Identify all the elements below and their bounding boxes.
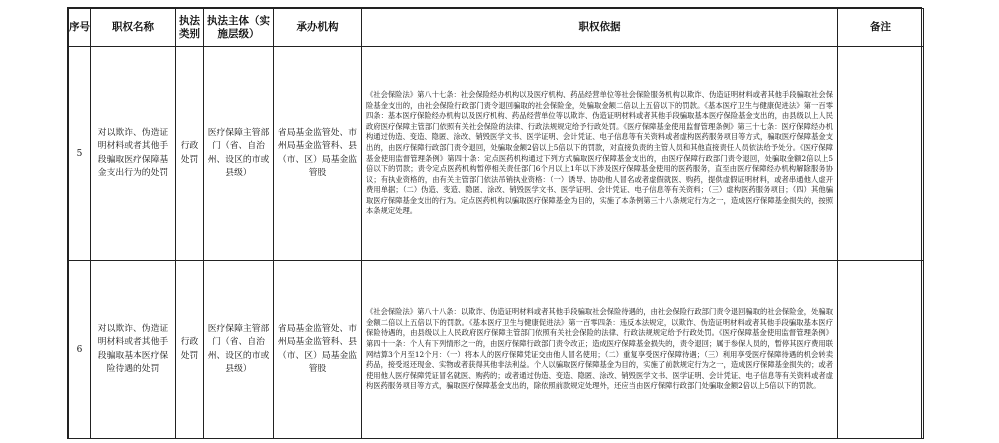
row-basis: 《社会保险法》第八十七条：社会保险经办机构以及医疗机构、药品经营单位等社会保险服务机构以欺诈、伪造证明材料或者其他手段骗取社会保险基金支出的，由社会保险行政部门责令退回骗取的社会保险金，处骗取金额二倍以上五倍以下的罚款。《基本医疗卫生与健康促进法》第一百零四条：基本医疗保险经办机构以及医疗机构、药品经营单位等以欺诈、伪造证明材料或者其他手段骗取基本医疗保险基金支出的，由县级以上人民政府医疗保障主管部门依照有关社会保险的法律、行政法规规定给予行政处罚。《医疗保障基金使用监督管理条例》第三十七条：医疗保障经办机构通过伪造、变造、隐匿、涂改、销毁医学文书、医学证明、会计凭证、电子信息等有关资料或者虚构医药服务项目等方式，骗取医疗保障基金支出的，由医疗保障行政部门责令退回，处骗取金额2倍以上5倍以下的罚款，对直接负责的主管人员和其他直接责任人员依法给予处分。《医疗保障基金使用监督管理条例》第四十条：定点医药机构通过下列方式骗取医疗保障基金支出的，由医疗保障行政部门责令退回，处骗取金额2倍以上5倍以下的罚款；责令定点医药机构暂停相关责任部门6个月以上1年以下涉及医疗保障基金使用的医药服务，直至由医疗保障经办机构解除服务协议；有执业资格的，由有关主管部门依法吊销执业资格：（一）诱导、协助他人冒名或者虚假就医、购药，提供虚假证明材料，或者串通他人虚开费用单据；（二）伪造、变造、隐匿、涂改、销毁医学文书、医学证明、会计凭证、电子信息等有关资料；（三）虚构医药服务项目；（四）其他骗取医疗保障基金支出的行为。定点医药机构以骗取医疗保障基金为目的，实施了本条例第三十八条规定行为之一，造成医疗保障基金损失的，按照本条规定处理。: [362, 47, 838, 261]
header-agency: 承办机构: [274, 9, 362, 47]
row-seq: 5: [69, 47, 91, 261]
row-basis: 《社会保险法》第八十八条：以欺诈、伪造证明材料或者其他手段骗取社会保险待遇的，由社会保险行政部门责令退回骗取的社会保险金，处骗取金额二倍以上五倍以下的罚款。《基本医疗卫生与健康促进法》第一百零四条：违反本法规定，以欺诈、伪造证明材料或者其他手段骗取基本医疗保险待遇的，由县级以上人民政府医疗保障主管部门依照有关社会保险的法律、行政法规规定给予行政处罚。《医疗保障基金使用监督管理条例》第四十一条：个人有下列情形之一的，由医疗保障行政部门责令改正；造成医疗保障基金损失的，责令退回；属于参保人员的，暂停其医疗费用联网结算3个月至12个月：（一）将本人的医疗保障凭证交由他人冒名使用；（二）重复享受医疗保障待遇；（三）利用享受医疗保障待遇的机会转卖药品，接受返还现金、实物或者获得其他非法利益。个人以骗取医疗保障基金为目的，实施了前款规定行为之一，造成医疗保障基金损失的；或者使用他人医疗保障凭证冒名就医、购药的；或者通过伪造、变造、隐匿、涂改、销毁医学文书、医学证明、会计凭证、电子信息等有关资料或者虚构医药服务项目等方式，骗取医疗保障基金支出的，除依照前款规定处理外，还应当由医疗保障行政部门处骗取金额2倍以上5倍以下的罚款。: [362, 261, 838, 439]
table-header-row: [69, 9, 924, 47]
row-subject: 医疗保障主管部门（省、自治州、设区的市或县级）: [204, 261, 274, 439]
row-category: 行政处罚: [176, 261, 204, 439]
row-name: 对以欺诈、伪造证明材料或者其他手段骗取基本医疗保险待遇的处罚: [91, 261, 176, 439]
header-category: 执法类别: [176, 9, 204, 47]
row-category: 行政处罚: [176, 47, 204, 261]
row-agency: 省局基金监管处、市州局基金监管科、县（市、区）局基金监管股: [274, 261, 362, 439]
header-basis: 职权依据: [362, 9, 838, 47]
table-row: [69, 261, 924, 439]
authority-table-sheet: [67, 7, 922, 439]
row-subject: 医疗保障主管部门（省、自治州、设区的市或县级）: [204, 47, 274, 261]
row-name: 对以欺诈、伪造证明材料或者其他手段骗取医疗保障基金支出行为的处罚: [91, 47, 176, 261]
row-remark: [838, 261, 924, 439]
row-remark: [838, 47, 924, 261]
table-row: [69, 47, 924, 261]
row-agency: 省局基金监管处、市州局基金监管科、县（市、区）局基金监管股: [274, 47, 362, 261]
header-name: 职权名称: [91, 9, 176, 47]
row-seq: 6: [69, 261, 91, 439]
header-seq: 序号: [69, 9, 91, 47]
authority-table: [68, 8, 924, 439]
header-subject: 执法主体（实施层级）: [204, 9, 274, 47]
header-remark: 备注: [838, 9, 924, 47]
